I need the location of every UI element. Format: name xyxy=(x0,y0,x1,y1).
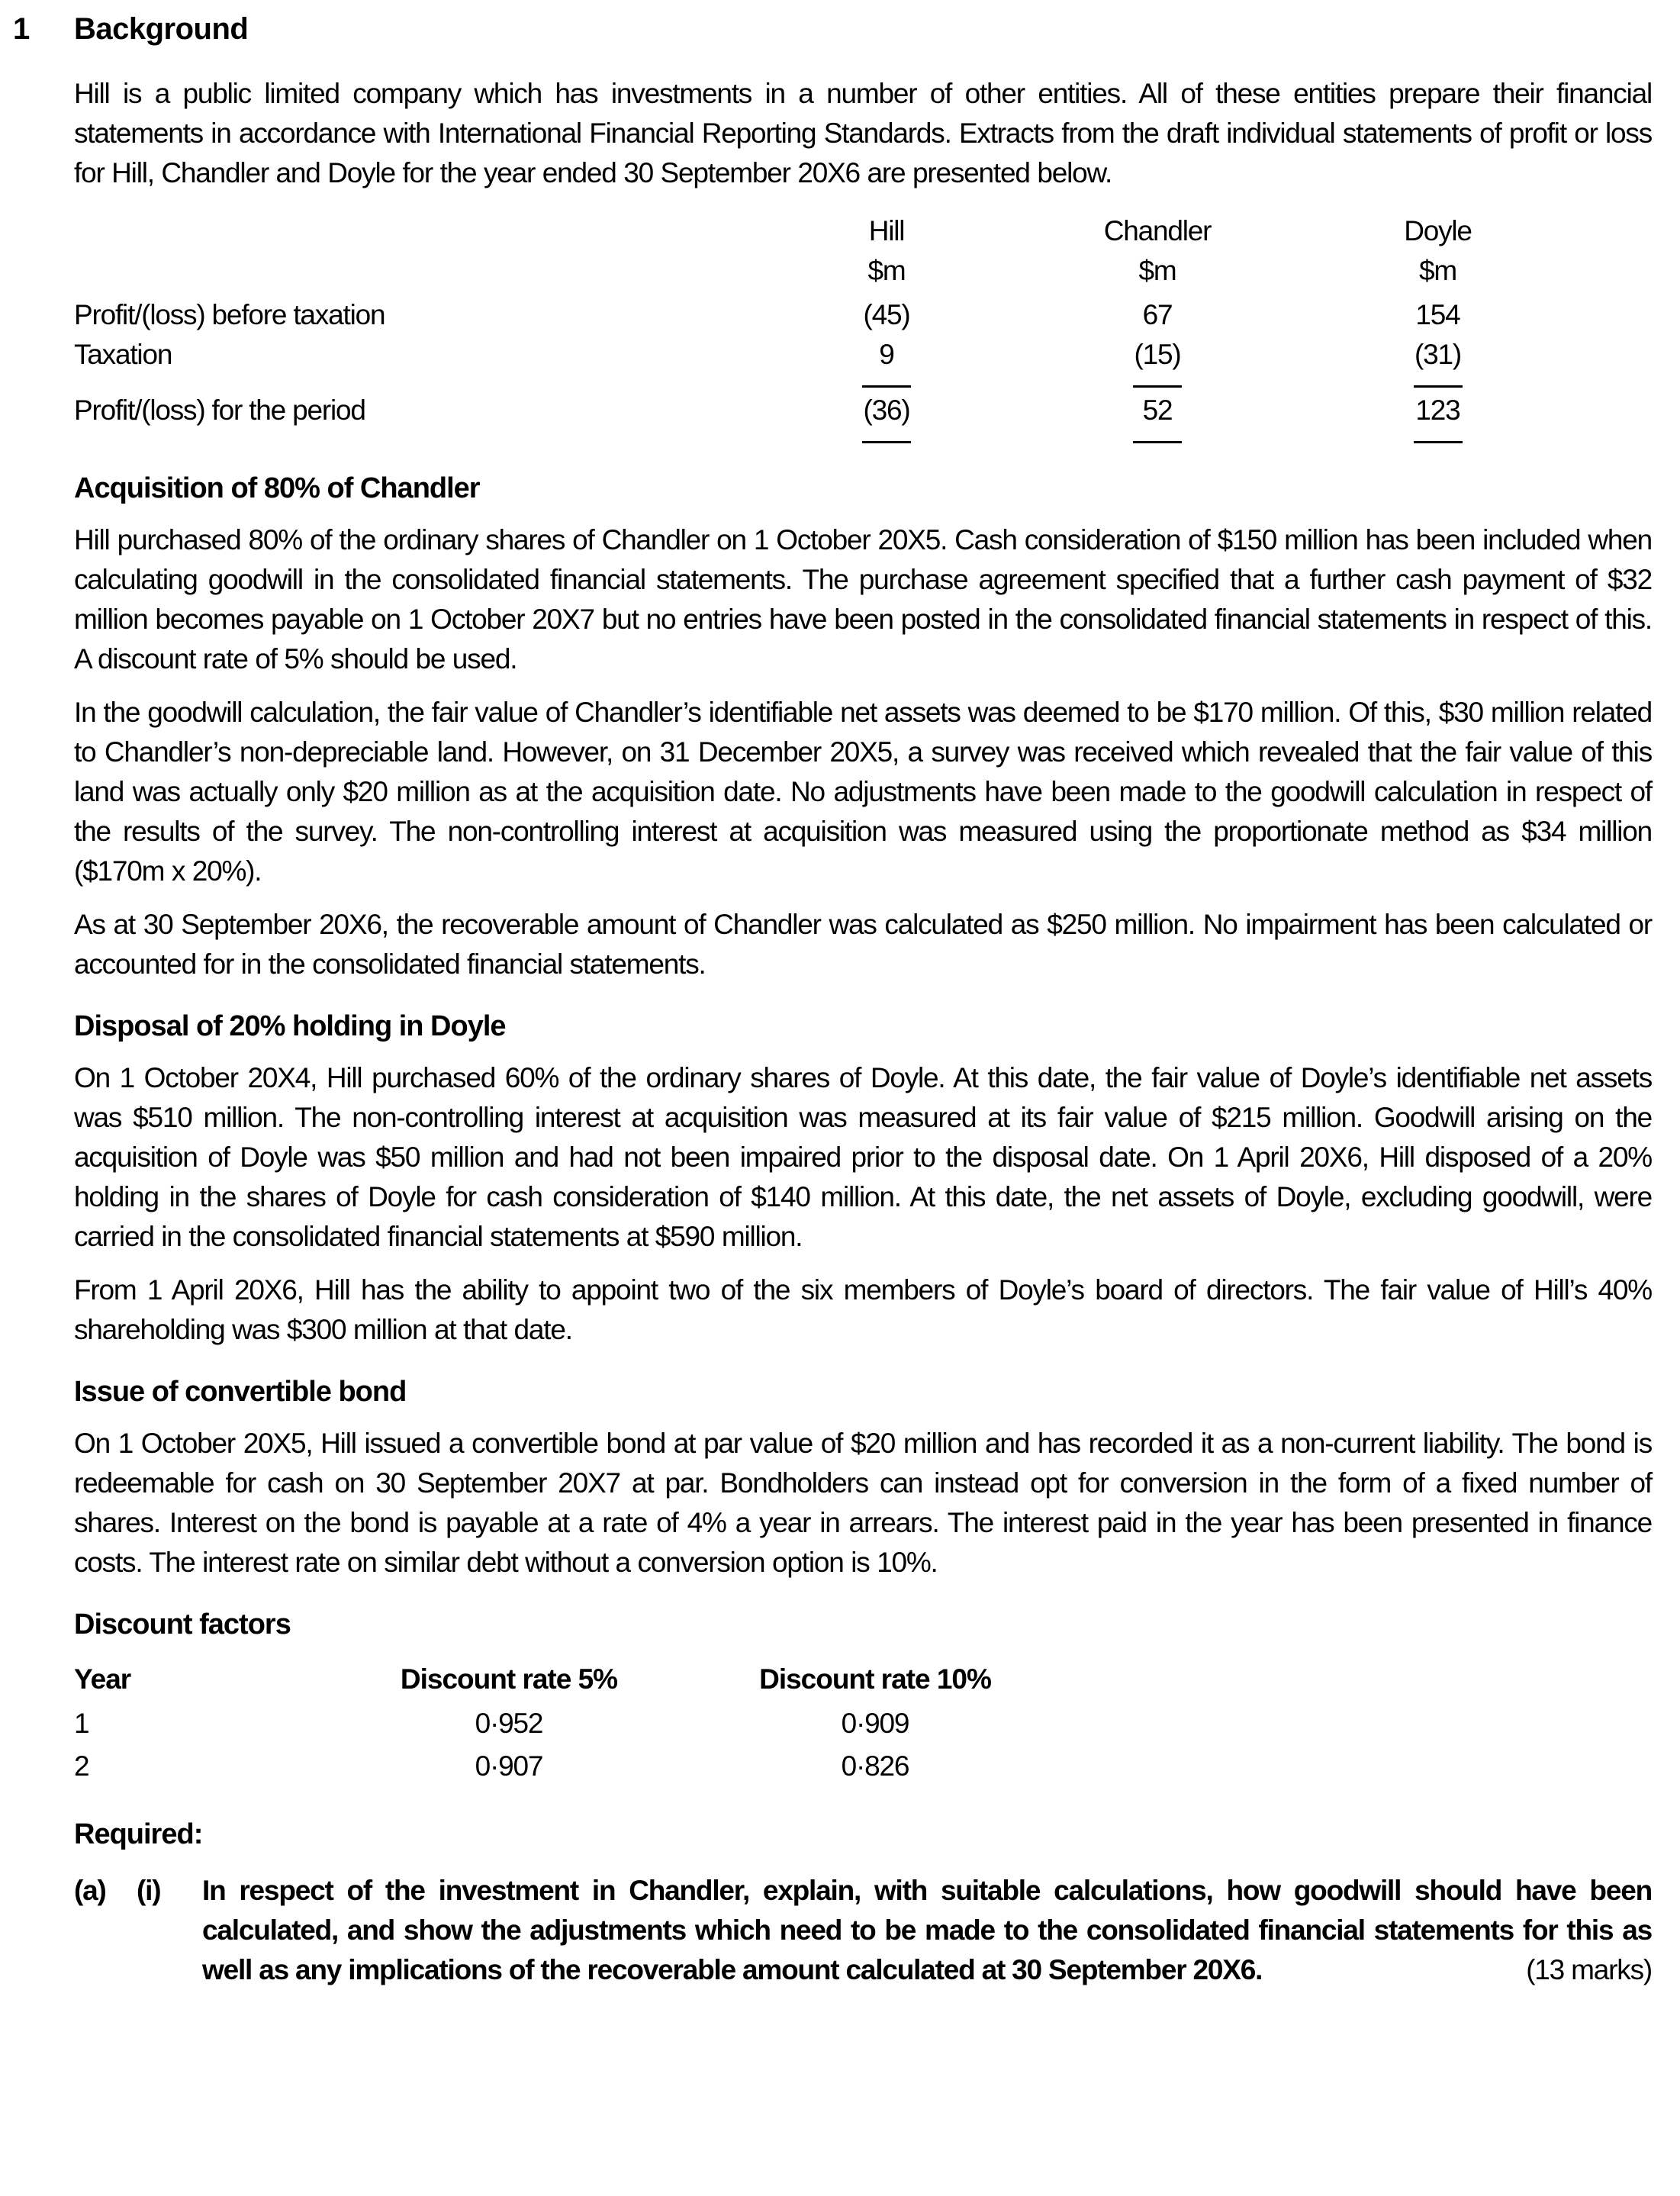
table-rule xyxy=(1414,441,1463,443)
paragraph: In the goodwill calculation, the fair value of Chandler’s identifiable net assets was deemed to be $170 million. Of this, $30 million related to Chandler’s non-depreciable land. However, on 31 December 20X5, a survey was received which revealed that the fair value of this land was actually only $20 million as at the acquisition date. No adjustments have been made to the goodwill calculation in respect of the results of the survey. The non-controlling interest at acquisition was measured using the proportionate method as $34 million ($170m x 20%). xyxy=(74,697,1652,887)
df-cell: 0·909 xyxy=(841,1708,909,1739)
pl-value-cell: (15) xyxy=(1134,339,1181,370)
pl-value-cell: 154 xyxy=(1415,299,1460,330)
paragraph: On 1 October 20X5, Hill issued a convertible bond at par value of $20 million and has recorded it as a non-current liability. The bond is redeemable for cash on 30 September 20X7 at par. Bondholders can instead opt for conversion in the form of a fixed number of shares. Interest on the bond is payable at a rate of 4% a year in arrears. The interest paid in the year has been presented in finance costs. The interest rate on similar debt without a conversion option is 10%. xyxy=(74,1428,1652,1578)
pl-empty-cell xyxy=(74,375,799,391)
df-cell: 0·952 xyxy=(475,1708,543,1739)
table-rule xyxy=(1133,385,1182,388)
pl-row-profit-for-period xyxy=(74,391,1535,430)
requirement-body xyxy=(202,1871,1652,1990)
section-heading-acquisition: Acquisition of 80% of Chandler xyxy=(74,472,480,504)
paragraph: From 1 April 20X6, Hill has the ability to appoint two of the six members of Doyle’s board of directors. The fair value of Hill’s 40% shareholding was $300 million at that date. xyxy=(74,1274,1652,1345)
requirement-text: In respect of the investment in Chandler, explain, with suitable calculations, how goodwill should have been calculated, and show the adjustments which need to be made to the consolidated financial statements for this as well as any implications of the recoverable amount calculated at 30 September 20X6. xyxy=(202,1875,1652,1985)
intro-paragraph: Hill is a public limited company which has investments in a number of other entities. All of these entities prepare their financial statements in accordance with International Financial Reporting Standards. Extracts from the draft individual statements of profit or loss for Hill, Chandler and Doyle for the year ended 30 September 20X6 are presented below. xyxy=(74,78,1652,188)
df-col-header-rate5: Discount rate 5% xyxy=(400,1663,618,1695)
section-heading-disposal: Disposal of 20% holding in Doyle xyxy=(74,1010,506,1042)
pl-row-label: Profit/(loss) before taxation xyxy=(74,299,385,330)
df-cell: 2 xyxy=(74,1750,89,1782)
question-heading xyxy=(13,12,1652,47)
df-col-header-rate10: Discount rate 10% xyxy=(759,1663,991,1695)
profit-loss-table xyxy=(74,211,1535,446)
df-cell: 0·826 xyxy=(841,1750,909,1782)
pl-row-taxation xyxy=(74,335,1535,375)
pl-col-header-doyle: Doyle xyxy=(1404,215,1472,246)
pl-unit-hill: $m xyxy=(867,255,906,286)
df-cell: 0·907 xyxy=(475,1750,543,1782)
requirement-item xyxy=(74,1871,1652,1990)
table-rule xyxy=(862,385,911,388)
df-cell: 1 xyxy=(74,1708,89,1739)
pl-subtotal-rule-row xyxy=(74,375,1535,391)
df-row-year2 xyxy=(74,1745,1051,1788)
pl-value-cell: 67 xyxy=(1142,299,1173,330)
pl-value-cell: 123 xyxy=(1415,394,1460,426)
pl-unit-row xyxy=(74,251,1535,291)
pl-col-header-hill: Hill xyxy=(868,215,905,246)
pl-header-row xyxy=(74,211,1535,251)
pl-rule-cell xyxy=(974,430,1340,446)
pl-rule-cell xyxy=(974,375,1340,391)
pl-value-cell: (36) xyxy=(863,394,910,426)
paragraph: Hill purchased 80% of the ordinary shares of Chandler on 1 October 20X5. Cash consideration of $150 million has been included when calculating goodwill in the consolidated financial statements. The purchase agreement specified that a further cash payment of $32 million becomes payable on 1 October 20X7 but no entries have been posted in the consolidated financial statements in respect of this. A discount rate of 5% should be used. xyxy=(74,524,1652,675)
pl-value-cell: (45) xyxy=(863,299,910,330)
pl-row-label: Taxation xyxy=(74,339,172,370)
pl-rule-cell xyxy=(799,375,974,391)
pl-row-profit-before-tax xyxy=(74,291,1535,335)
required-heading: Required: xyxy=(74,1818,203,1850)
pl-value-cell: (31) xyxy=(1414,339,1461,370)
df-header-row xyxy=(74,1657,1051,1702)
question-title: Background xyxy=(74,12,249,46)
pl-value-cell: 52 xyxy=(1142,394,1173,426)
table-rule xyxy=(862,441,911,443)
pl-value-cell: 9 xyxy=(879,339,894,370)
paragraph: On 1 October 20X4, Hill purchased 60% of the ordinary shares of Doyle. At this date, the fair value of Doyle’s identifiable net assets was $510 million. The non-controlling interest at acquisition was measured at its fair value of $215 million. Goodwill arising on the acquisition of Doyle was $50 million and had not been impaired prior to the disposal date. On 1 April 20X6, Hill disposed of a 20% holding in the shares of Doyle for cash consideration of $140 million. At this date, the net assets of Doyle, excluding goodwill, were carried in the consolidated financial statements at $590 million. xyxy=(74,1062,1652,1252)
question-number: 1 xyxy=(13,12,30,46)
paragraph: As at 30 September 20X6, the recoverable amount of Chandler was calculated as $250 million. No impairment has been calculated or accounted for in the consolidated financial statements. xyxy=(74,909,1652,980)
table-rule xyxy=(1133,441,1182,443)
pl-empty-cell xyxy=(74,251,799,291)
pl-unit-chandler: $m xyxy=(1138,255,1176,286)
df-col-header-year: Year xyxy=(74,1663,131,1695)
pl-row-label: Profit/(loss) for the period xyxy=(74,394,365,426)
requirement-marker-a: (a) xyxy=(74,1875,106,1906)
pl-rule-cell xyxy=(799,430,974,446)
marks-label: (13 marks) xyxy=(1526,1954,1652,1985)
pl-total-rule-row xyxy=(74,430,1535,446)
requirement-marker-i: (i) xyxy=(137,1875,161,1906)
df-row-year1 xyxy=(74,1702,1051,1745)
section-heading-discount-factors: Discount factors xyxy=(74,1608,291,1641)
table-rule xyxy=(1414,385,1463,388)
discount-factors-table xyxy=(74,1657,1051,1788)
section-heading-convertible-bond: Issue of convertible bond xyxy=(74,1376,407,1408)
pl-empty-cell xyxy=(74,211,799,251)
pl-rule-cell xyxy=(1340,375,1535,391)
pl-empty-cell xyxy=(74,430,799,446)
pl-rule-cell xyxy=(1340,430,1535,446)
pl-unit-doyle: $m xyxy=(1419,255,1456,286)
pl-col-header-chandler: Chandler xyxy=(1103,215,1212,246)
